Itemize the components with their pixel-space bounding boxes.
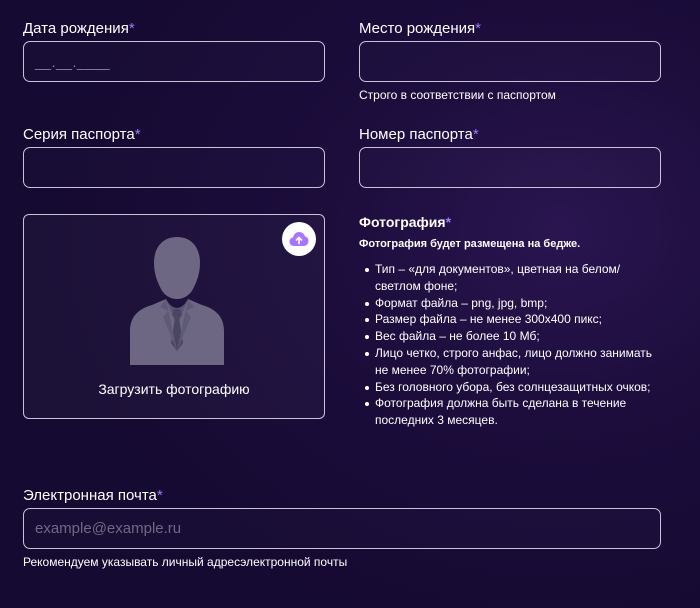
photo-subtitle: Фотография будет размещена на бедже. <box>359 238 581 250</box>
upload-photo-label: Загрузить фотографию <box>98 381 250 397</box>
passport-series-input[interactable] <box>23 147 325 188</box>
birth-place-hint: Строго в соответствии с паспортом <box>359 88 556 102</box>
photo-upload-area[interactable] <box>23 214 325 419</box>
passport-number-label: Номер паспорта* <box>359 126 479 143</box>
requirement-item: Лицо четко, строго анфас, лицо должно занимать не менее 70% фотографии; <box>359 345 659 379</box>
required-mark: * <box>472 126 479 143</box>
requirement-item: Размер файла – не менее 300х400 пикс; <box>359 311 659 328</box>
birth-place-label: Место рождения* <box>359 20 481 37</box>
photo-requirements-list <box>359 261 659 429</box>
requirement-item: Формат файла – png, jpg, bmp; <box>359 295 659 312</box>
passport-series-label: Серия паспорта* <box>23 126 141 143</box>
required-mark: * <box>156 487 163 504</box>
birth-date-input[interactable] <box>23 41 325 82</box>
required-mark: * <box>445 214 452 230</box>
email-label: Электронная почта* <box>23 487 163 504</box>
photo-title: Фотография* <box>359 214 452 230</box>
person-silhouette-icon <box>122 235 232 365</box>
required-mark: * <box>134 126 141 143</box>
birth-place-input[interactable] <box>359 41 661 82</box>
requirement-item: Фотография должна быть сделана в течение последних 3 месяцев. <box>359 395 659 429</box>
requirement-item: Без головного убора, без солнцезащитных очков; <box>359 379 659 396</box>
upload-button[interactable] <box>282 222 316 256</box>
required-mark: * <box>475 20 481 37</box>
email-hint: Рекомендуем указывать личный адресэлектронной почты <box>23 555 348 569</box>
birth-date-mask: __.__.____ <box>35 53 111 70</box>
birth-date-label: Дата рождения* <box>23 20 135 37</box>
email-placeholder: example@example.ru <box>35 520 182 537</box>
email-input[interactable] <box>23 508 661 549</box>
passport-number-input[interactable] <box>359 147 661 188</box>
cloud-upload-icon <box>289 231 309 247</box>
requirement-item: Вес файла – не более 10 Мб; <box>359 328 659 345</box>
requirement-item: Тип – «для документов», цветная на белом/светлом фоне; <box>359 261 659 295</box>
required-mark: * <box>128 20 135 37</box>
